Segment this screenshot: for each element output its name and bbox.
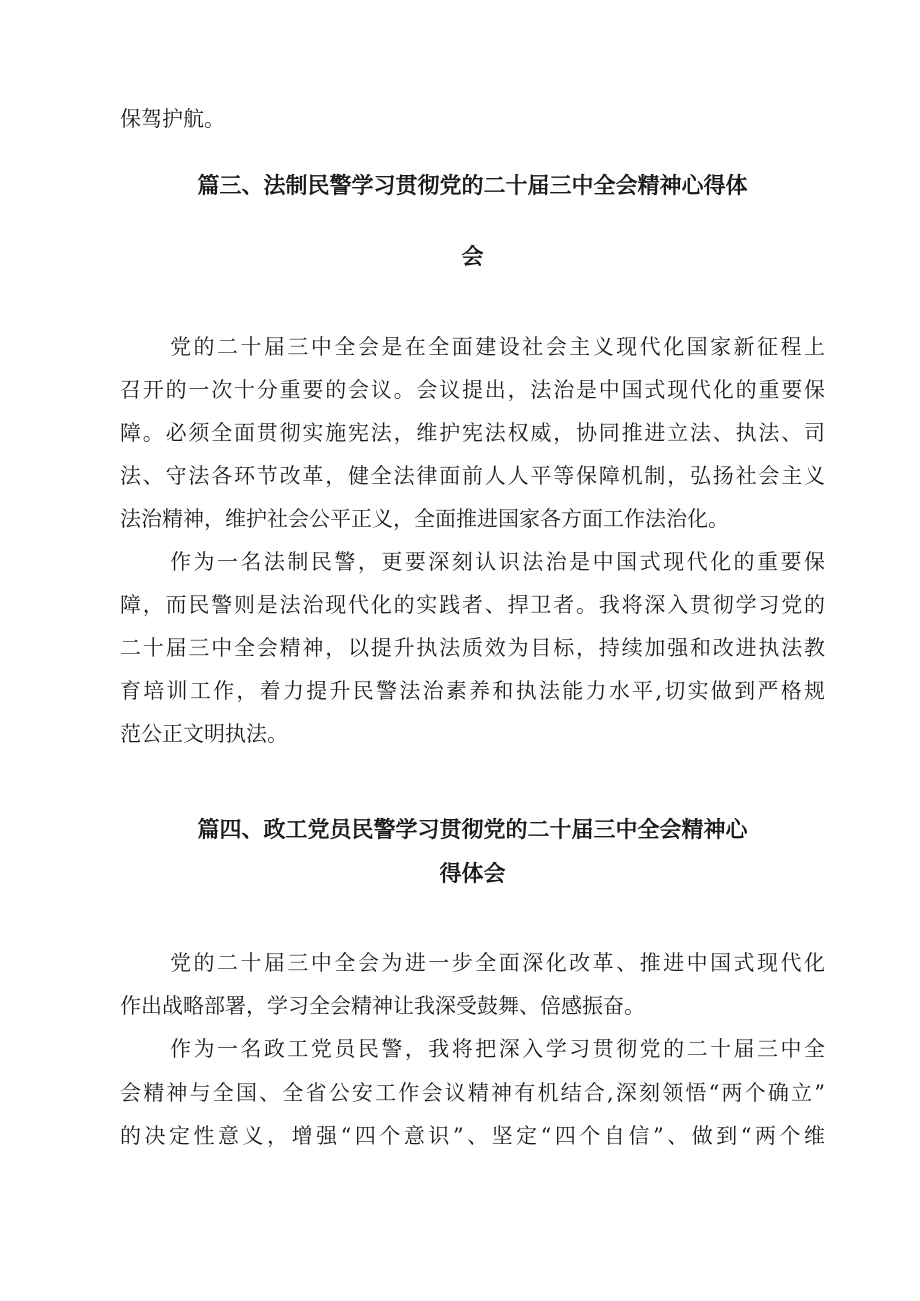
paragraph-line: 法、守法各环节改革，健全法律面前人人平等保障机制，弘扬社会主义 bbox=[120, 464, 825, 488]
section3-title-line2: 会 bbox=[461, 245, 484, 270]
section3-title-line1: 篇三、法制民警学习贯彻党的二十届三中全会精神心得体 bbox=[197, 174, 748, 199]
paragraph-line: 障，而民警则是法治现代化的实践者、捍卫者。我将深入贯彻学习党的 bbox=[120, 593, 825, 617]
continuation-text: 保驾护航。 bbox=[120, 107, 225, 131]
paragraph-line: 作出战略部署，学习全会精神让我深受鼓舞、倍感振奋。 bbox=[120, 994, 645, 1018]
paragraph-line: 党的二十届三中全会是在全面建设社会主义现代化国家新征程上 bbox=[170, 335, 825, 359]
paragraph-line: 二十届三中全会精神，以提升执法质效为目标，持续加强和改进执法教 bbox=[120, 636, 825, 660]
paragraph-line: 法治精神，维护社会公平正义，全面推进国家各方面工作法治化。 bbox=[120, 507, 729, 531]
section4-title-line1: 篇四、政工党员民警学习贯彻党的二十届三中全会精神心 bbox=[197, 818, 748, 843]
paragraph-line: 会精神与全国、全省公安工作会议精神有机结合,深刻领悟“两个确立” bbox=[120, 1081, 825, 1105]
section4-title-line2: 得体会 bbox=[439, 862, 506, 887]
paragraph-line: 作为一名法制民警，更要深刻认识法治是中国式现代化的重要保 bbox=[170, 550, 825, 574]
paragraph-line: 召开的一次十分重要的会议。会议提出，法治是中国式现代化的重要保 bbox=[120, 378, 825, 402]
paragraph-line: 党的二十届三中全会为进一步全面深化改革、推进中国式现代化 bbox=[170, 951, 825, 975]
paragraph-line: 作为一名政工党员民警，我将把深入学习贯彻党的二十届三中全 bbox=[170, 1037, 825, 1061]
paragraph-line: 范公正文明执法。 bbox=[120, 722, 288, 746]
paragraph-line: 育培训工作，着力提升民警法治素养和执法能力水平,切实做到严格规 bbox=[120, 679, 825, 703]
paragraph-line: 的决定性意义，增强“四个意识”、坚定“四个自信”、做到“两个维 bbox=[120, 1124, 825, 1148]
paragraph-line: 障。必须全面贯彻实施宪法，维护宪法权威，协同推进立法、执法、司 bbox=[120, 421, 825, 445]
